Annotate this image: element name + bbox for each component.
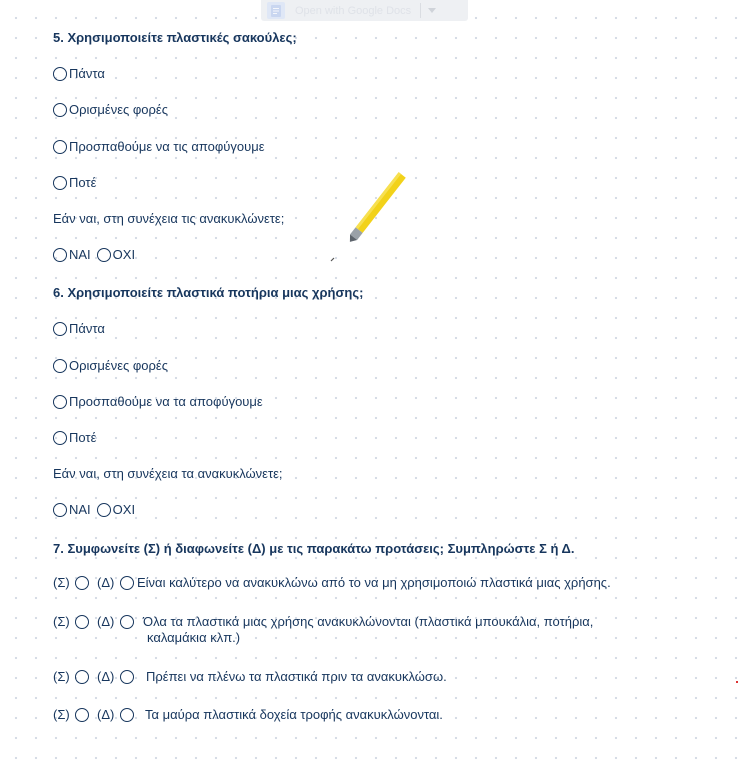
question-5-title: 5. Χρησιμοποιείτε πλαστικές σακούλες; — [53, 30, 297, 45]
statement-text: Πρέπει να πλένω τα πλαστικά πριν τα ανακυκλώσω. — [146, 669, 447, 684]
statement-text: Όλα τα πλαστικά μιας χρήσης ανακυκλώνονται (πλαστικά μπουκάλια, ποτήρια, — [143, 614, 594, 629]
disagree-radio[interactable] — [120, 615, 134, 629]
chevron-down-icon[interactable] — [428, 8, 436, 13]
q6-yes-label: ΝΑΙ — [69, 502, 91, 517]
disagree-radio[interactable] — [120, 670, 134, 684]
radio-circle[interactable] — [53, 176, 67, 190]
disagree-label: (Δ) — [97, 575, 115, 590]
radio-circle[interactable] — [53, 322, 67, 336]
question-7-title: 7. Συμφωνείτε (Σ) ή διαφωνείτε (Δ) με τις παρακάτω προτάσεις; Συμπληρώστε Σ ή Δ. — [53, 541, 575, 556]
radio-circle[interactable] — [53, 359, 67, 373]
agree-radio[interactable] — [75, 670, 89, 684]
statement-text-continued: καλαμάκια κλπ.) — [147, 630, 241, 645]
agree-radio[interactable] — [75, 615, 89, 629]
q5-yes-radio[interactable] — [53, 248, 67, 262]
q6-no-radio[interactable] — [97, 503, 111, 517]
q5-option-try-avoid[interactable]: Προσπαθούμε να τις αποφύγουμε — [53, 139, 265, 155]
q6-yes-radio[interactable] — [53, 503, 67, 517]
q6-option-always[interactable]: Πάντα — [53, 321, 105, 337]
pencil-icon — [325, 170, 415, 265]
agree-label: (Σ) — [53, 575, 70, 590]
open-with-google-docs-button[interactable] — [261, 0, 468, 21]
agree-label: (Σ) — [53, 614, 70, 629]
radio-circle[interactable] — [53, 431, 67, 445]
q5-no-label: ΟΧΙ — [112, 247, 136, 262]
q6-option-never[interactable]: Ποτέ — [53, 430, 96, 446]
disagree-label: (Δ) — [97, 707, 115, 722]
statement-text: Είναι καλύτερο να ανακυκλώνω από το να μη χρησιμοποιώ πλαστικά μιας χρήσης. — [137, 575, 611, 590]
agree-label: (Σ) — [53, 707, 70, 722]
red-mark — [736, 681, 738, 683]
radio-circle[interactable] — [53, 395, 67, 409]
q6-yes-no — [53, 502, 135, 518]
open-with-google-docs-label: Open with Google Docs — [295, 4, 412, 17]
radio-circle[interactable] — [53, 140, 67, 154]
q6-followup: Εάν ναι, στη συνέχεια τα ανακυκλώνετε; — [53, 466, 283, 481]
agree-label: (Σ) — [53, 669, 70, 684]
agree-radio[interactable] — [75, 576, 89, 590]
docs-bar-divider — [420, 3, 421, 18]
q6-option-sometimes[interactable]: Ορισμένες φορές — [53, 358, 168, 374]
disagree-label: (Δ) — [97, 669, 115, 684]
q5-option-always[interactable]: Πάντα — [53, 66, 105, 82]
disagree-radio[interactable] — [120, 708, 134, 722]
disagree-radio[interactable] — [120, 576, 134, 590]
q5-followup: Εάν ναι, στη συνέχεια τις ανακυκλώνετε; — [53, 211, 285, 226]
radio-circle[interactable] — [53, 103, 67, 117]
agree-radio[interactable] — [75, 708, 89, 722]
statement-text: Τα μαύρα πλαστικά δοχεία τροφής ανακυκλώνονται. — [145, 707, 443, 722]
q6-no-label: ΟΧΙ — [112, 502, 136, 517]
q6-option-try-avoid[interactable]: Προσπαθούμε να τα αποφύγουμε — [53, 394, 263, 410]
google-docs-icon — [267, 2, 285, 19]
question-6-title: 6. Χρησιμοποιείτε πλαστικά ποτήρια μιας χρήσης; — [53, 285, 364, 300]
q5-yes-label: ΝΑΙ — [69, 247, 91, 262]
radio-circle[interactable] — [53, 67, 67, 81]
q5-no-radio[interactable] — [97, 248, 111, 262]
q5-option-sometimes[interactable]: Ορισμένες φορές — [53, 102, 168, 118]
q5-option-never[interactable]: Ποτέ — [53, 175, 96, 191]
disagree-label: (Δ) — [97, 614, 115, 629]
q5-yes-no — [53, 247, 135, 263]
